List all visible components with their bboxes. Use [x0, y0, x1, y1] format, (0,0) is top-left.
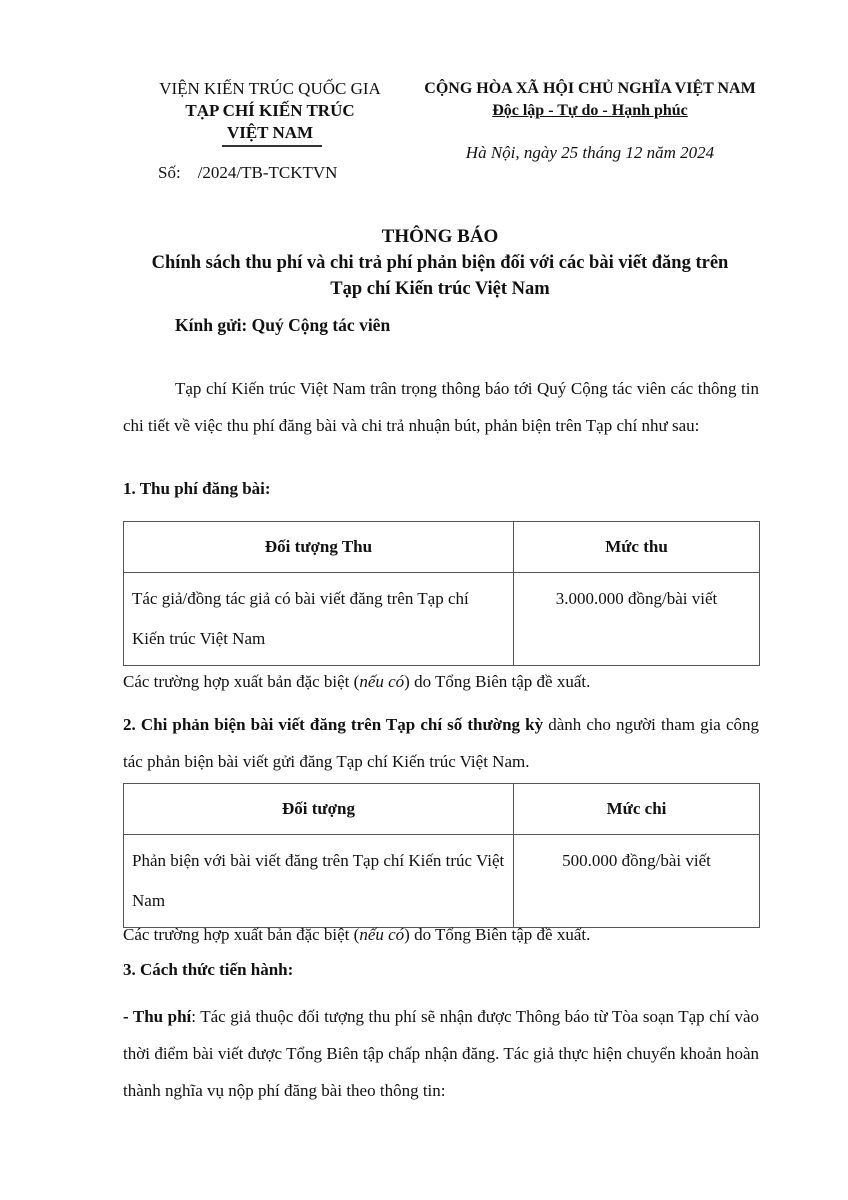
fee-process-text: : Tác giả thuộc đối tượng thu phí sẽ nhận được Thông báo từ Tòa soạn Tạp chí vào thời điểm bài viết được Tổng Biên tập chấp nhận đăng. Tác giả thực hiện chuyển khoản hoàn thành nghĩa vụ nộp phí đăng bài theo thông tin:: [123, 1007, 760, 1100]
title-block: [100, 224, 780, 302]
document-number: [158, 163, 337, 183]
publication-fee-table: [123, 521, 760, 666]
section3-heading: 3. Cách thức tiến hành:: [123, 960, 294, 979]
cell-subject: Tác giả/đồng tác giả có bài viết đăng trên Tạp chí Kiến trúc Việt Nam: [124, 573, 514, 666]
national-header: [400, 78, 780, 122]
table-row: [124, 835, 760, 928]
review-fee-table: [123, 783, 760, 928]
doc-number-label: Số:: [158, 163, 181, 182]
table-header-row: [124, 784, 760, 835]
section2-note: [123, 925, 590, 945]
doc-number-value: /2024/TB-TCKTVN: [197, 163, 338, 182]
cell-amount: 500.000 đồng/bài viết: [514, 835, 760, 928]
fee-process-paragraph: [123, 998, 759, 1109]
date-line: Hà Nội, ngày 25 tháng 12 năm 2024: [465, 143, 715, 162]
recipient-line: Kính gửi: Quý Cộng tác viên: [175, 315, 391, 335]
fee-process-label: - Thu phí: [123, 1007, 192, 1026]
institute-name: VIỆN KIẾN TRÚC QUỐC GIA: [159, 79, 381, 98]
magazine-name-line1: TẠP CHÍ KIẾN TRÚC: [185, 101, 355, 120]
cell-subject: Phản biện với bài viết đăng trên Tạp chí Kiến trúc Việt Nam: [124, 835, 514, 928]
note-prefix: Các trường hợp xuất bản đặc biệt (: [123, 925, 360, 944]
table-row: [124, 573, 760, 666]
column-header-subject: Đối tượng Thu: [124, 522, 514, 573]
section1-heading: 1. Thu phí đăng bài:: [123, 479, 271, 498]
section1-note: [123, 672, 590, 692]
note-italic: nếu có: [359, 925, 405, 944]
column-header-subject: Đối tượng: [124, 784, 514, 835]
issuer-underline: [222, 145, 322, 147]
subtitle-line1: Chính sách thu phí và chi trả phí phản biện đối với các bài viết đăng trên: [151, 253, 729, 273]
section2-heading: [123, 706, 759, 780]
section2-heading-rest: dành cho người tham gia công tác phản biện bài viết gửi đăng Tạp chí Kiến trúc Việt Nam.: [123, 715, 759, 771]
note-italic: nếu có: [359, 672, 405, 691]
table-header-row: [124, 522, 760, 573]
note-suffix: ) do Tổng Biên tập đề xuất.: [404, 672, 591, 691]
note-suffix: ) do Tổng Biên tập đề xuất.: [404, 925, 591, 944]
page-title: THÔNG BÁO: [381, 226, 499, 247]
note-prefix: Các trường hợp xuất bản đặc biệt (: [123, 672, 360, 691]
section2-heading-bold: 2. Chi phản biện bài viết đăng trên Tạp chí số thường kỳ: [123, 715, 544, 734]
magazine-name-line2: VIỆT NAM: [226, 123, 314, 142]
column-header-amount: Mức chi: [514, 784, 760, 835]
national-motto: Độc lập - Tự do - Hạnh phúc: [492, 102, 688, 119]
nation-name: CỘNG HÒA XÃ HỘI CHỦ NGHĨA VIỆT NAM: [424, 80, 756, 97]
cell-amount: 3.000.000 đồng/bài viết: [514, 573, 760, 666]
subtitle-line2: Tạp chí Kiến trúc Việt Nam: [330, 279, 550, 299]
issuer-block: [130, 78, 410, 147]
column-header-amount: Mức thu: [514, 522, 760, 573]
intro-paragraph: Tạp chí Kiến trúc Việt Nam trân trọng thông báo tới Quý Cộng tác viên các thông tin chi tiết về việc thu phí đăng bài và chi trả nhuận bút, phản biện trên Tạp chí như sau:: [123, 379, 759, 435]
